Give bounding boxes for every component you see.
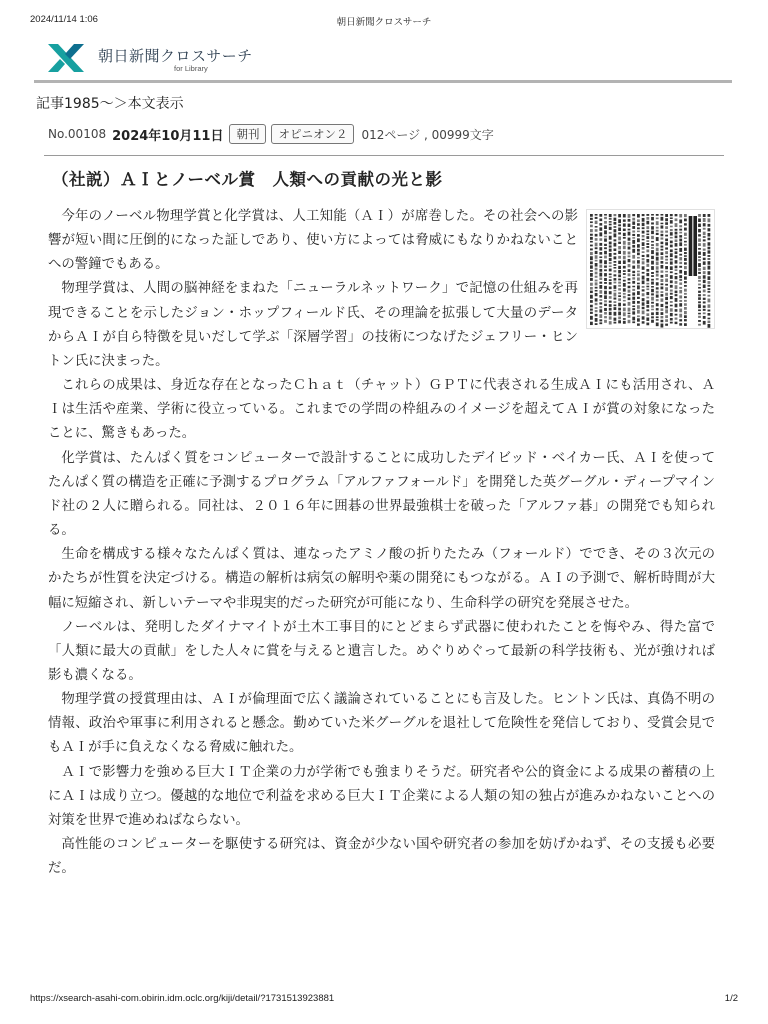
divider — [44, 155, 724, 156]
print-url: https://xsearch-asahi-com.obirin.idm.oclc.org/kiji/detail/?1731513923881 — [30, 993, 335, 1004]
print-page-title: 朝日新聞クロスサーチ — [336, 17, 432, 28]
article-paragraph: 物理学賞は、人間の脳神経をまねた「ニューラルネットワーク」で記憶の仕組みを再現できることを示したジョン・ホップフィールド氏、その理論を拡張して大量のデータからＡＩが自ら特徴を見いだして学ぶ「深層学習」の技術につなげたジェフリー・ヒントン氏に決まった。 — [48, 281, 578, 369]
article-paragraph: ノーベルは、発明したダイナマイトが土木工事目的にとどまらず武器に使われたことを悔やみ、得た富で「人類に最大の貢献」をした人々に賞を与えると遺言した。めぐりめぐって最新の科学技術も、光が強ければ影も濃くなる。 — [48, 619, 715, 683]
article-meta — [48, 123, 494, 145]
article-date: 2024年10月11日 — [112, 128, 224, 144]
site-header — [34, 40, 732, 83]
print-header — [30, 14, 738, 28]
article-paragraph: 化学賞は、たんぱく質をコンピューターで設計することに成功したデイビッド・ベイカー氏、ＡＩを使ってたんぱく質の構造を正確に予測するプログラム「アルファフォールド」を開発した英グーグル・ディープマインド社の２人に贈られる。同社は、２０１６年に囲碁の世界最強棋士を破った「アルファ碁」の開発でも知られる。 — [48, 450, 715, 539]
article-title: （社説）ＡＩとノーベル賞 人類への貢献の光と影 — [52, 170, 443, 189]
site-logo-subtitle: for Library — [174, 64, 208, 73]
article-paragraph: これらの成果は、身近な存在となったＣｈａｔ（チャット）ＧＰＴに代表される生成ＡＩにも活用され、ＡＩは生活や産業、学術に役立っている。これまでの学問の枠組みのイメージを超えてＡＩが賞の対象になったことに、驚きもあった。 — [48, 378, 715, 442]
breadcrumb: 記事1985～＞本文表示 — [36, 96, 184, 112]
article-paragraph: 今年のノーベル物理学賞と化学賞は、人工知能（ＡＩ）が席巻した。その社会への影響が短い間に圧倒的になった証しであり、使い方によっては脅威にもなりかねないことへの警鐘でもある。 — [48, 209, 578, 273]
article-body — [48, 205, 715, 881]
site-logo-text[interactable]: 朝日新聞クロスサーチ — [98, 47, 253, 65]
article-number: No.00108 — [48, 127, 107, 141]
article-paragraph: 物理学賞の授賞理由は、ＡＩが倫理面で広く議論されていることにも言及した。ヒントン氏は、真偽不明の情報、政治や軍事に利用されると懸念。勤めていた米グーグルを退社して危険性を発信しており、受賞会見でもＡＩが手に負えなくなる脅威に触れた。 — [48, 692, 715, 756]
section-badge: オピニオン２ — [271, 124, 354, 144]
edition-badge: 朝刊 — [229, 124, 266, 144]
article-paragraph: ＡＩで影響力を強める巨大ＩＴ企業の力が学術でも強まりそうだ。研究者や公的資金による成果の蓄積の上にＡＩは成り立つ。優越的な地位で利益を求める巨大ＩＴ企業による人類の知の独占が進みかねないことへの対策を世界で進めねばならない。 — [48, 764, 715, 828]
article-paragraph: 生命を構成する様々なたんぱく質は、連なったアミノ酸の折りたたみ（フォールド）ででき、その３次元のかたちが性質を決定づける。構造の解析は病気の解明や薬の開発にもつながる。ＡＩの予測で、解析時間が大幅に短縮され、新しいテーマや非現実的だった研究が可能になり、生命科学の研究を発展させた。 — [48, 547, 715, 611]
newspaper-clipping-thumbnail[interactable] — [586, 209, 715, 329]
print-page-number: 1/2 — [724, 993, 738, 1004]
asahi-cross-search-logo-icon[interactable] — [46, 42, 86, 74]
page-char-count: 012ページ , 00999文字 — [361, 127, 494, 142]
print-datetime: 2024/11/14 1:06 — [30, 14, 98, 25]
print-footer — [30, 993, 738, 1007]
article-paragraph: 高性能のコンピューターを駆使する研究は、資金が少ない国や研究者の参加を妨げかねず、その支援も必要だ。 — [48, 837, 715, 877]
